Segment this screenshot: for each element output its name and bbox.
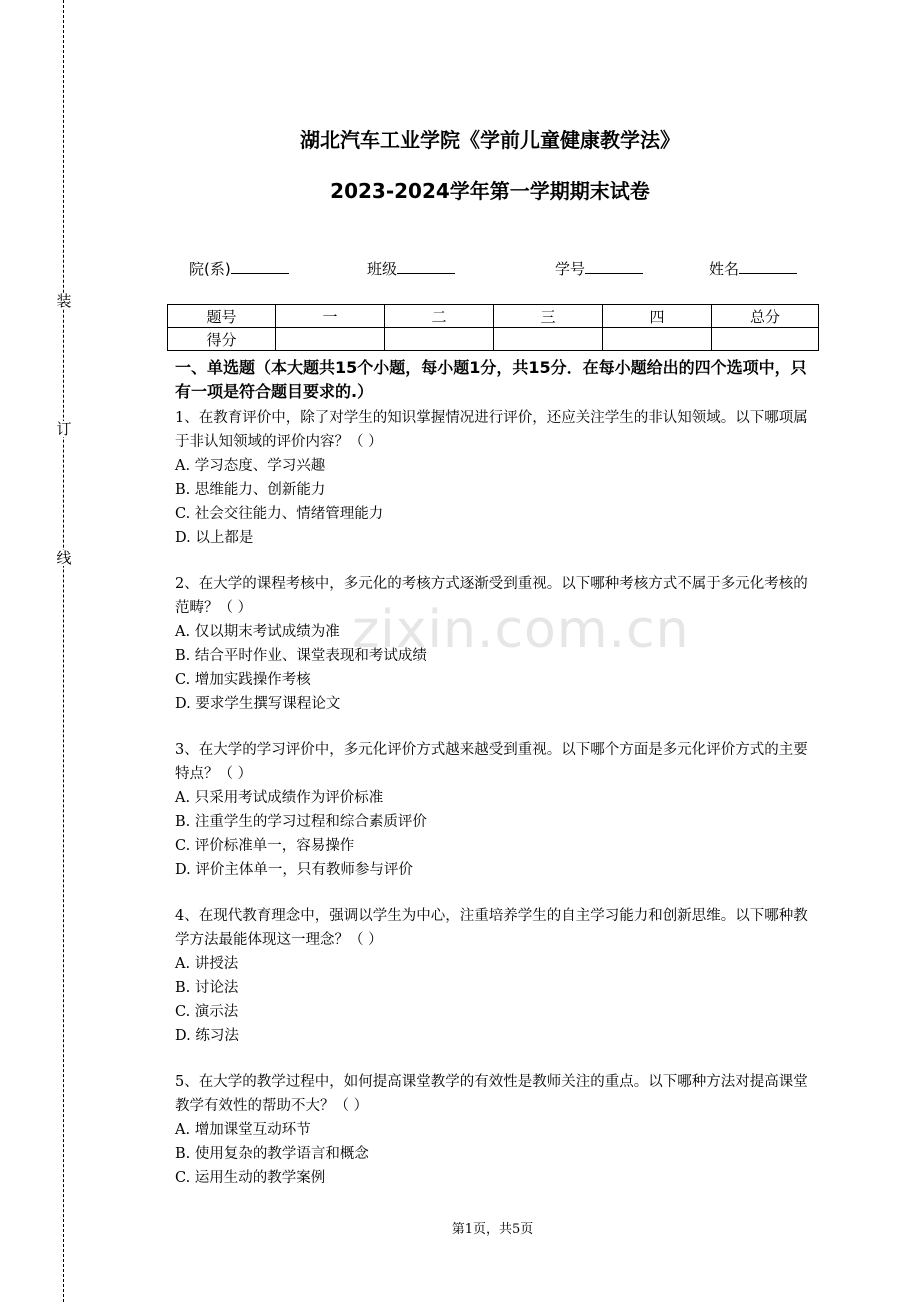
score-header-cell: 二 (385, 305, 494, 328)
question-3 (175, 738, 815, 882)
option-b: B. 注重学生的学习过程和综合素质评价 (175, 814, 427, 830)
option-b: B. 使用复杂的教学语言和概念 (175, 1146, 369, 1162)
question-stem: 3、在大学的学习评价中，多元化评价方式越来越受到重视。以下哪个方面是多元化评价方式的主要特点？（ ） (175, 742, 808, 782)
score-row-label: 得分 (168, 328, 276, 351)
watermark: zixin.com.cn (352, 600, 690, 660)
option-c: C. 运用生动的教学案例 (175, 1170, 326, 1186)
student-id-label: 学号 (555, 260, 586, 278)
option-c: C. 社会交往能力、情绪管理能力 (175, 506, 384, 522)
name-blank[interactable] (739, 259, 797, 274)
section-heading: 一、单选题（本大题共15个小题，每小题1分，共15分．在每小题给出的四个选项中，只有一项是符合题目要求的.） (175, 358, 807, 401)
exam-title-line1: 湖北汽车工业学院《学前儿童健康教学法》 (300, 128, 680, 152)
option-a: A. 讲授法 (175, 956, 239, 972)
score-table-header-row (168, 305, 819, 328)
class-field[interactable] (367, 258, 455, 279)
option-a: A. 学习态度、学习兴趣 (175, 458, 326, 474)
option-d: D. 要求学生撰写课程论文 (175, 696, 341, 712)
option-a: A. 只采用考试成绩作为评价标准 (175, 790, 384, 806)
score-cell[interactable] (712, 328, 819, 351)
option-b: B. 讨论法 (175, 980, 239, 996)
score-cell[interactable] (494, 328, 603, 351)
question-stem: 1、在教育评价中，除了对学生的知识掌握情况进行评价，还应关注学生的非认知领域。以下哪项属于非认知领域的评价内容？（ ） (175, 410, 808, 450)
exam-title-line2: 2023-2024学年第一学期期末试卷 (330, 179, 650, 203)
option-d: D. 以上都是 (175, 530, 254, 546)
option-a: A. 增加课堂互动环节 (175, 1122, 311, 1138)
question-stem: 2、在大学的课程考核中，多元化的考核方式逐渐受到重视。以下哪种考核方式不属于多元化考核的范畴？（ ） (175, 576, 808, 616)
score-cell[interactable] (276, 328, 385, 351)
question-4 (175, 904, 815, 1048)
student-info-row (0, 258, 920, 280)
option-d: D. 评价主体单一，只有教师参与评价 (175, 862, 413, 878)
score-table (167, 304, 819, 351)
student-id-field[interactable] (555, 258, 643, 279)
score-table-score-row (168, 328, 819, 351)
option-b: B. 结合平时作业、课堂表现和考试成绩 (175, 648, 427, 664)
option-c: C. 增加实践操作考核 (175, 672, 311, 688)
binding-char-ding: 订 (56, 420, 72, 438)
binding-char-zhuang: 装 (56, 292, 72, 310)
score-header-cell: 总分 (712, 305, 819, 328)
score-cell[interactable] (603, 328, 712, 351)
name-label: 姓名 (709, 260, 740, 278)
option-d: D. 练习法 (175, 1028, 239, 1044)
department-label: 院(系) (189, 260, 231, 278)
score-header-cell: 四 (603, 305, 712, 328)
class-blank[interactable] (397, 259, 455, 274)
exam-content (175, 356, 815, 1212)
class-label: 班级 (367, 260, 398, 278)
score-cell[interactable] (385, 328, 494, 351)
question-1 (175, 406, 815, 550)
question-5 (175, 1070, 815, 1190)
question-stem: 5、在大学的教学过程中，如何提高课堂教学的有效性是教师关注的重点。以下哪种方法对提高课堂教学有效性的帮助不大？（ ） (175, 1074, 808, 1114)
score-header-cell: 一 (276, 305, 385, 328)
question-2 (175, 572, 815, 716)
option-b: B. 思维能力、创新能力 (175, 482, 326, 498)
score-header-cell: 题号 (168, 305, 276, 328)
binding-char-xian: 线 (56, 549, 72, 567)
question-stem: 4、在现代教育理念中，强调以学生为中心，注重培养学生的自主学习能力和创新思维。以下哪种教学方法最能体现这一理念？（ ） (175, 908, 808, 948)
score-header-cell: 三 (494, 305, 603, 328)
page-footer: 第1页，共5页 (451, 1222, 534, 1237)
department-field[interactable] (189, 258, 289, 279)
option-c: C. 演示法 (175, 1004, 239, 1020)
student-id-blank[interactable] (585, 259, 643, 274)
name-field[interactable] (709, 258, 797, 279)
option-c: C. 评价标准单一，容易操作 (175, 838, 355, 854)
department-blank[interactable] (231, 259, 289, 274)
option-a: A. 仅以期末考试成绩为准 (175, 624, 340, 640)
